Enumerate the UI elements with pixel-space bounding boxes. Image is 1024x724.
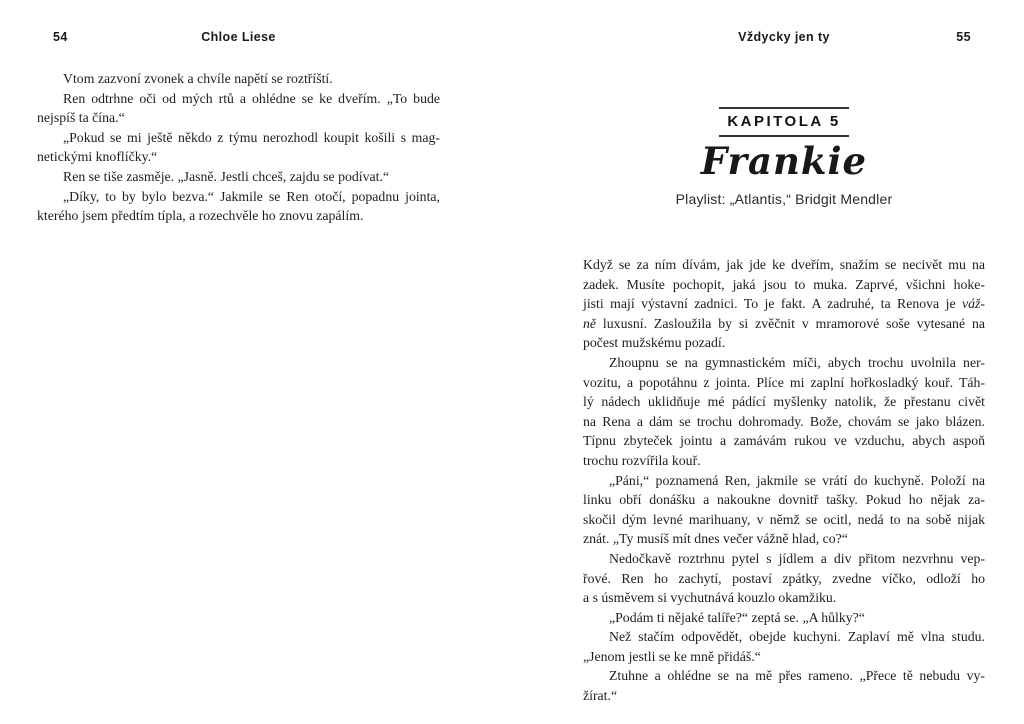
text-line [583,255,985,275]
paragraph [583,666,985,705]
text-segment: netickými knoflíčky.“ [37,149,158,165]
paragraph [37,89,440,128]
chapter-playlist: Playlist: „Atlantis,“ Bridgit Mendler [675,191,893,207]
text-segment: Nedočkavě roztrhnu pytel s jídlem a div přitom nezvrhnu vep- [609,550,985,566]
text-line [37,108,440,128]
text-line [37,89,440,109]
text-segment: Než stačím odpovědět, obejde kuchyni. Zaplaví mě vlna studu. [609,629,985,645]
text-segment: vozitu, a popotáhnu z jointa. Plíce mi zaplní hořkosladký kouř. Táh- [583,374,985,390]
right-page [583,30,985,706]
text-line [37,167,440,187]
left-running-header: Chloe Liese [201,30,276,44]
text-line [583,529,985,549]
text-segment: nejspíš ta čína.“ [37,110,125,126]
text-segment: „Páni,“ poznamená Ren, jakmile se vrátí do kuchyně. Položí na [609,472,985,488]
text-line [583,353,985,373]
text-line [583,275,985,295]
text-line [37,128,440,148]
text-line [37,206,440,226]
left-page-header [37,30,440,45]
text-line [583,431,985,451]
paragraph [583,471,985,549]
text-segment: trochu rozvířila kouř. [583,452,701,468]
italic-text-segment: váž- [962,296,985,312]
text-line [583,686,985,706]
paragraph [37,167,440,187]
text-line [583,490,985,510]
text-segment: počest mužskému pozadí. [583,335,726,351]
text-segment: znát. „Ty musíš mít dnes večer vážně hlad, co?“ [583,531,848,547]
text-segment: luxusní. Zasloužila by si zvěčnit v mramorové soše vytesané na [596,315,985,331]
paragraph [37,69,440,89]
text-segment: „Pokud se mi ještě někdo z týmu nerozhodl koupit košili s mag- [63,129,440,145]
text-segment: zadek. Musíte pochopit, jaká jsou to muka. Zaprvé, všichni hoke- [583,276,985,292]
right-page-header [583,30,985,45]
paragraph [583,255,985,353]
right-page-body [583,255,985,706]
text-segment: Típnu zbyteček jointu a zamávám rukou ve vzduchu, abych aspoň [583,433,985,449]
text-line [583,333,985,353]
paragraph [583,549,985,608]
text-line [583,627,985,647]
text-segment: na Rena a dám se trochu dohromady. Bože, chovám se jako blázen. [583,413,985,429]
text-line [583,588,985,608]
text-line [583,471,985,491]
text-segment: a s úsměvem si vychutnává kouzlo okamžiku. [583,590,837,606]
text-segment: Ren odtrhne oči od mých rtů a ohlédne se ke dveřím. „To bude [63,90,440,106]
text-line [583,294,985,314]
paragraph [583,608,985,628]
text-segment: „Podám ti nějaké talíře?“ zeptá se. „A hůlky?“ [609,609,865,625]
text-segment: Ren se tiše zasměje. „Jasně. Jestli chceš, zajdu se podívat.“ [63,168,390,184]
left-page-body [37,69,440,226]
right-running-header: Vždycky jen ty [738,30,830,44]
text-segment: žírat.“ [583,688,618,704]
left-page-number: 54 [53,30,68,44]
text-segment: lý nádech uklidňuje mé pádící myšlenky natolik, že přestanu civět [583,394,985,410]
text-line [37,187,440,207]
italic-text-segment: ně [583,315,597,331]
text-line [37,147,440,167]
text-segment: Když se za ním dívám, jak jde ke dveřím, snažím se necivět mu na [583,257,985,272]
text-segment: Vtom zazvoní zvonek a chvíle napětí se roztříští. [63,71,333,86]
text-line [583,510,985,530]
text-line [583,608,985,628]
paragraph [37,128,440,167]
text-line [583,412,985,432]
text-line [583,314,985,334]
text-line [583,549,985,569]
text-line [583,373,985,393]
chapter-kicker-wrap [583,107,985,137]
text-segment: skočil dým levné marihuany, v němž se ocitl, nedá to na sobě nijak [583,511,985,527]
text-line [583,451,985,471]
chapter-kicker: KAPITOLA 5 [719,107,848,137]
text-line [583,392,985,412]
text-line [583,666,985,686]
text-segment: „Díky, to by bylo bezva.“ Jakmile se Ren otočí, popadnu jointa, [63,188,440,204]
chapter-title: Frankie [700,139,868,183]
text-segment: Zhoupnu se na gymnastickém míči, abych trochu uvolnila ner- [609,354,985,370]
text-segment: „Jenom jestli se ke mně přidáš.“ [583,648,761,664]
text-segment: řové. Ren ho zachytí, postaví zpátky, zvedne víčko, odloží ho [583,570,985,586]
paragraph [583,627,985,666]
text-line [583,647,985,667]
text-segment: jisti mají výstavní zadnici. To je fakt. A zadruhé, ta Renova je [583,296,962,312]
text-line [37,69,440,89]
text-segment: Ztuhne a ohlédne se na mě přes rameno. „Přece tě nebudu vy- [609,668,985,684]
text-line [583,569,985,589]
text-segment: kterého jsem předtím típla, a rozechvěle ho znovu zapálím. [37,208,364,224]
chapter-heading [583,107,985,207]
text-segment: linku obří donášku a nakoukne dovnitř tašky. Pokud ho nějak za- [583,492,985,508]
right-page-number: 55 [956,30,971,44]
left-page [37,30,440,226]
paragraph [37,187,440,226]
paragraph [583,353,985,471]
